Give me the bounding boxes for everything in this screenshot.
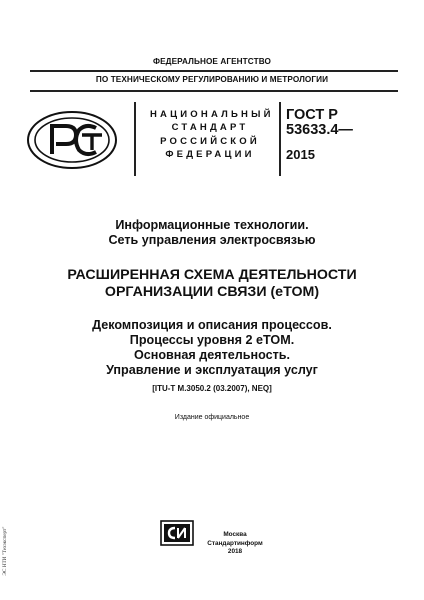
gost-designation-line-1: ГОСТ Р (286, 107, 338, 123)
main-title-line-2: ОРГАНИЗАЦИИ СВЯЗИ (eTOM) (104, 284, 320, 300)
sub-title (0, 318, 424, 378)
standard-type-line: НАЦИОНАЛЬНЫЙ (150, 109, 274, 120)
main-title-line-1: РАСШИРЕННАЯ СХЕМА ДЕЯТЕЛЬНОСТИ (67, 267, 357, 283)
main-title (0, 267, 424, 301)
header-divider-bottom (30, 90, 398, 92)
subject-title-line-2: Сеть управления электросвязью (108, 233, 316, 247)
sub-title-line-2: Процессы уровня 2 eTOM. (129, 333, 295, 347)
publisher-city: Москва (223, 531, 247, 538)
international-reference: [ITU-T M.3050.2 (03.2007), NEQ] (152, 384, 272, 393)
gost-designation-line-2: 53633.4— (286, 122, 353, 138)
agency-line-1: ФЕДЕРАЛЬНОЕ АГЕНТСТВО (153, 57, 271, 66)
publisher-year: 2018 (227, 548, 243, 555)
left-divider (134, 102, 136, 176)
agency-line-2: ПО ТЕХНИЧЕСКОМУ РЕГУЛИРОВАНИЮ И МЕТРОЛОГИИ (95, 75, 329, 84)
standartinform-logo-icon (160, 520, 194, 546)
gost-logo-icon (26, 110, 118, 170)
sub-title-line-1: Декомпозиция и описания процессов. (92, 318, 332, 332)
subject-title-line-1: Информационные технологии. (115, 218, 309, 232)
header-divider (30, 70, 398, 72)
gost-designation (286, 108, 396, 138)
sub-title-line-3: Основная деятельность. (133, 348, 291, 362)
side-stamp: ЭС НТИ "Техэксперт" (2, 526, 8, 576)
gost-logo (26, 110, 118, 170)
publisher-info (195, 531, 275, 557)
publisher-name: Стандартинформ (207, 539, 263, 547)
standartinform-logo (160, 520, 194, 546)
standard-type-line: ФЕДЕРАЦИИ (165, 148, 255, 160)
edition-note: Издание официальное (174, 414, 250, 421)
gost-year: 2015 (286, 147, 315, 162)
right-divider (279, 102, 281, 176)
standard-type-line: РОССИЙСКОЙ (160, 135, 260, 147)
sub-title-line-4: Управление и эксплуатация услуг (106, 363, 318, 377)
standard-type-line: СТАНДАРТ (171, 122, 249, 134)
subject-title (0, 218, 424, 248)
standard-type (150, 108, 274, 161)
